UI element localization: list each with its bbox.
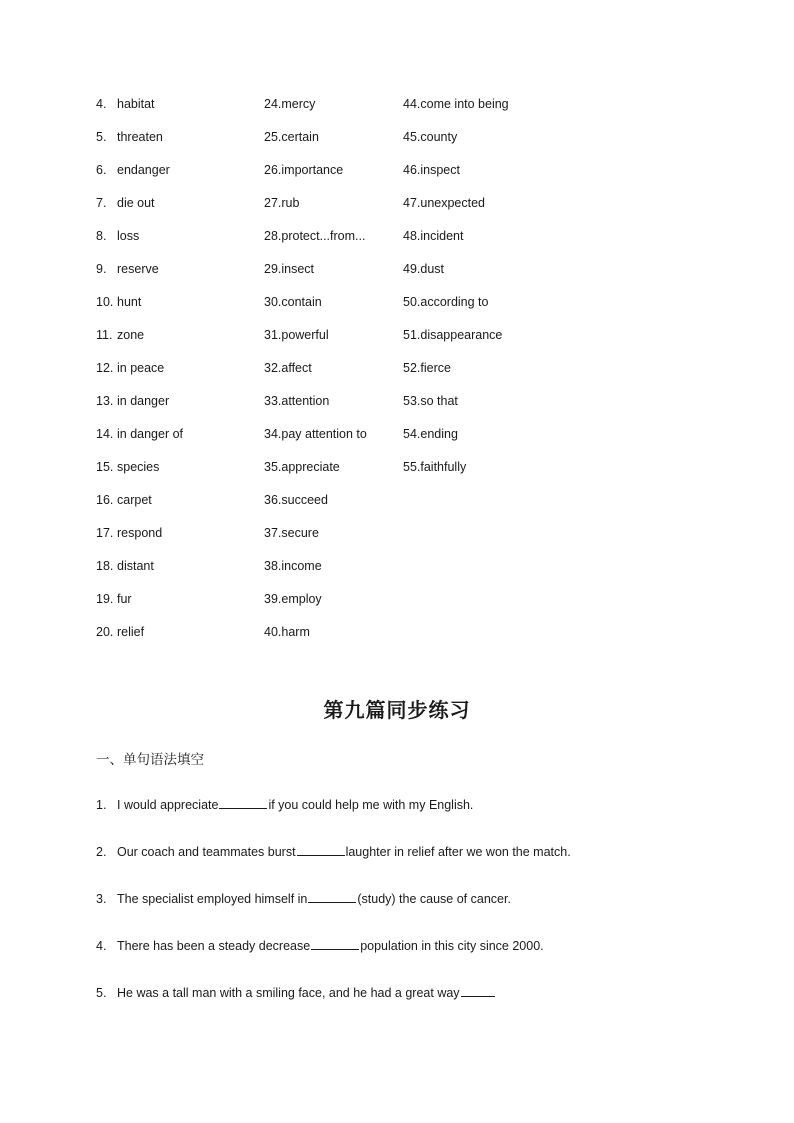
exercise-text: I would appreciate: [117, 798, 219, 812]
vocab-word: respond: [117, 526, 163, 540]
vocab-item: 45.county: [403, 130, 458, 144]
exercise-text: if you could help me with my English.: [268, 798, 474, 812]
vocab-number: 10.: [96, 295, 114, 309]
vocab-item: 34.pay attention to: [264, 427, 367, 441]
vocab-item: 29.insect: [264, 262, 315, 276]
vocab-column-1: [96, 96, 183, 657]
exercise-item: [96, 796, 716, 843]
vocab-word: in danger of: [117, 427, 184, 441]
vocab-item: [96, 525, 183, 558]
vocab-word: endanger: [117, 163, 170, 177]
vocab-number: 6.: [96, 163, 107, 177]
vocab-word: zone: [117, 328, 145, 342]
vocab-item: [96, 459, 183, 492]
vocab-number: 13.: [96, 394, 114, 408]
exercise-text: Our coach and teammates burst: [117, 845, 296, 859]
vocab-number: 9.: [96, 262, 107, 276]
exercise-item: [96, 890, 716, 937]
vocab-word: in peace: [117, 361, 165, 375]
vocab-number: 11.: [96, 328, 113, 342]
vocab-item: 50.according to: [403, 295, 489, 309]
vocab-item: 55.faithfully: [403, 460, 467, 474]
vocab-item: 31.powerful: [264, 328, 329, 342]
vocab-item: [96, 162, 183, 195]
vocab-item: [96, 96, 183, 129]
exercise-text: There has been a steady decrease: [117, 939, 311, 953]
exercise-text: He was a tall man with a smiling face, and he had a great way: [117, 986, 460, 1000]
vocab-item: 35.appreciate: [264, 460, 340, 474]
vocab-item: 46.inspect: [403, 163, 460, 177]
vocab-item: 48.incident: [403, 229, 464, 243]
vocab-word: species: [117, 460, 160, 474]
vocab-item: 39.employ: [264, 592, 322, 606]
vocab-item: 52.fierce: [403, 361, 451, 375]
vocab-item: [96, 426, 183, 459]
vocab-item: 26.importance: [264, 163, 344, 177]
exercise-text: The specialist employed himself in: [117, 892, 308, 906]
vocab-item: 54.ending: [403, 427, 458, 441]
exercise-text: (study) the cause of cancer.: [357, 892, 511, 906]
section-title: 第九篇同步练习: [323, 698, 471, 722]
vocab-word: threaten: [117, 130, 163, 144]
vocab-number: 17.: [96, 526, 114, 540]
exercise-heading: 一、单句语法填空: [96, 752, 204, 768]
vocab-word: loss: [117, 229, 140, 243]
vocab-item: 24.mercy: [264, 97, 316, 111]
vocab-number: 14.: [96, 427, 114, 441]
vocab-word: reserve: [117, 262, 159, 276]
exercise-number: 1.: [96, 798, 107, 812]
vocab-item: [96, 261, 183, 294]
vocab-item: 51.disappearance: [403, 328, 503, 342]
exercise-number: 4.: [96, 939, 107, 953]
vocab-item: [96, 591, 183, 624]
vocab-word: relief: [117, 625, 145, 639]
exercise-item: [96, 937, 716, 984]
exercise-number: 2.: [96, 845, 107, 859]
vocab-item: [96, 129, 183, 162]
vocab-number: 18.: [96, 559, 114, 573]
vocab-word: distant: [117, 559, 154, 573]
vocab-item: [96, 195, 183, 228]
vocab-item: [96, 327, 183, 360]
vocab-word: hunt: [117, 295, 142, 309]
vocab-word: fur: [117, 592, 132, 606]
answer-blank[interactable]: [297, 843, 345, 856]
vocab-item: 37.secure: [264, 526, 319, 540]
vocab-item: [96, 228, 183, 261]
exercise-text: population in this city since 2000.: [360, 939, 544, 953]
vocab-item: 28.protect...from...: [264, 229, 366, 243]
exercise-number: 3.: [96, 892, 107, 906]
vocab-item: [96, 492, 183, 525]
vocab-item: 38.income: [264, 559, 322, 573]
vocab-number: 8.: [96, 229, 107, 243]
vocab-number: 19.: [96, 592, 114, 606]
vocab-item: 33.attention: [264, 394, 330, 408]
exercise-text: laughter in relief after we won the match.: [345, 845, 571, 859]
vocab-item: [96, 360, 183, 393]
vocab-word: die out: [117, 196, 155, 210]
vocab-word: habitat: [117, 97, 155, 111]
vocab-item: 53.so that: [403, 394, 458, 408]
answer-blank[interactable]: [219, 796, 267, 809]
vocab-item: 40.harm: [264, 625, 310, 639]
answer-blank[interactable]: [311, 937, 359, 950]
vocab-item: 47.unexpected: [403, 196, 486, 210]
vocab-item: 36.succeed: [264, 493, 328, 507]
vocab-item: [96, 558, 183, 591]
vocab-item: 30.contain: [264, 295, 322, 309]
vocab-item: [96, 624, 183, 657]
vocab-number: 15.: [96, 460, 114, 474]
vocab-item: 27.rub: [264, 196, 300, 210]
vocab-word: carpet: [117, 493, 152, 507]
vocab-word: in danger: [117, 394, 170, 408]
exercise-item: [96, 984, 716, 1031]
vocab-column-2: [264, 96, 367, 657]
vocab-item: [96, 294, 183, 327]
exercise-item: [96, 843, 716, 890]
vocab-item: 32.affect: [264, 361, 312, 375]
vocab-number: 20.: [96, 625, 114, 639]
vocab-number: 4.: [96, 97, 107, 111]
vocab-number: 5.: [96, 130, 107, 144]
exercise-number: 5.: [96, 986, 107, 1000]
vocab-column-3: [403, 96, 509, 492]
vocab-number: 7.: [96, 196, 107, 210]
vocab-item: 49.dust: [403, 262, 445, 276]
vocab-item: 44.come into being: [403, 97, 509, 111]
vocab-number: 16.: [96, 493, 114, 507]
answer-blank[interactable]: [308, 890, 356, 903]
vocab-number: 12.: [96, 361, 114, 375]
vocab-item: [96, 393, 183, 426]
vocab-item: 25.certain: [264, 130, 319, 144]
exercise-list: [96, 796, 716, 1031]
answer-blank[interactable]: [461, 984, 495, 997]
